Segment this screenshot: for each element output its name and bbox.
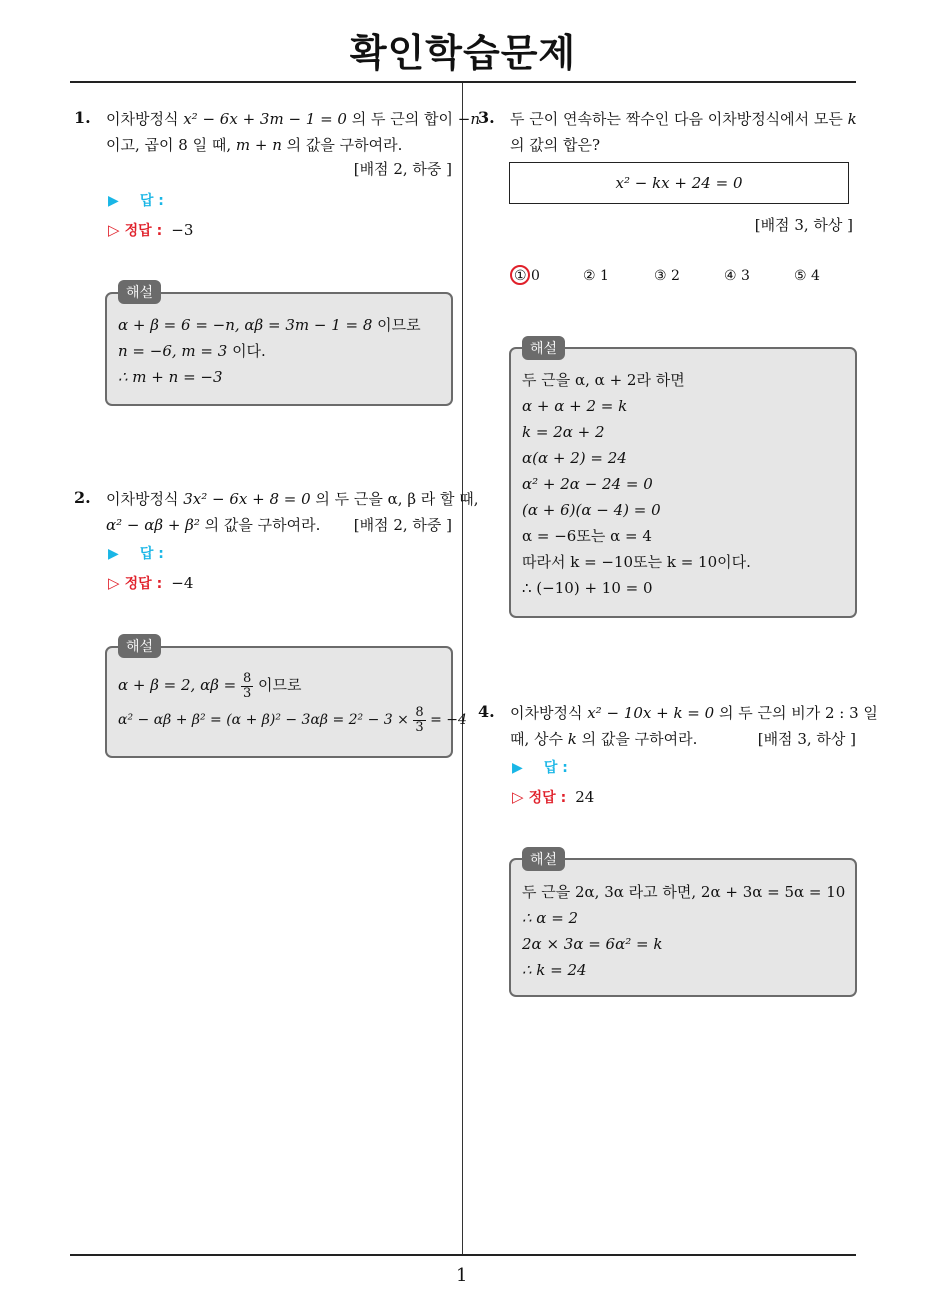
question-text-line: [106, 132, 402, 158]
equation: x² − 6x + 3m − 1 = 0: [183, 110, 347, 128]
math-term: α² − αβ + β²: [106, 516, 200, 534]
question-text-line: [510, 700, 878, 726]
correct-label: 정답 :: [124, 223, 163, 239]
answer-label: 답 :: [543, 760, 568, 776]
solution-line: [118, 702, 467, 738]
solution-line: 두 근을 2α, 3α 라고 하면, 2α + 3α = 5α = 10: [522, 883, 846, 901]
score-meta: [배점 2, 하중 ]: [353, 516, 452, 534]
choice-5[interactable]: ⑤ 4: [794, 268, 820, 284]
solution-tag: 해설: [522, 847, 565, 871]
solution-math: α + β = 2, αβ =: [118, 676, 241, 694]
column-divider: [462, 83, 463, 1255]
text: 의 값을 구하여라.: [199, 516, 321, 534]
text: 이차방정식: [510, 704, 588, 722]
choice-3[interactable]: ③ 2: [654, 268, 680, 284]
choice-2[interactable]: ② 1: [583, 268, 609, 284]
correct-label: 정답 :: [528, 790, 567, 806]
numerator: 8: [415, 704, 424, 720]
question-text-line: 의 값의 합은?: [510, 136, 601, 154]
solution-math: n = −6, m = 3: [118, 342, 228, 360]
choice-4[interactable]: ④ 3: [724, 268, 750, 284]
solution-math: = −4: [425, 712, 467, 728]
page-number: 1: [456, 1265, 468, 1286]
score-meta: [배점 3, 하상 ]: [757, 730, 856, 748]
correct-label: 정답 :: [124, 576, 163, 592]
correct-answer: −4: [171, 574, 194, 592]
solution-line: 2α × 3α = 6α² = k: [522, 935, 663, 953]
play-triangle-icon: ▶: [108, 193, 119, 209]
correct-row: [108, 217, 193, 243]
question-text-line: [106, 512, 320, 538]
text: 의 값을 구하여라.: [576, 730, 698, 748]
outline-triangle-icon: ▷: [512, 788, 524, 806]
question-number: 3.: [478, 108, 495, 127]
score-meta: [배점 2, 하중 ]: [353, 160, 452, 178]
solution-math: α + β = 6 = −n, αβ = 3m − 1 = 8: [118, 316, 373, 334]
question-number: 4.: [478, 702, 495, 721]
math-term: −n: [457, 110, 480, 128]
solution-line: ∴ k = 24: [522, 961, 587, 979]
solution-line: [118, 338, 266, 364]
denominator: 3: [415, 719, 424, 735]
question-number: 1.: [74, 108, 91, 127]
math-term: m + n: [235, 136, 282, 154]
solution-tag: 해설: [522, 336, 565, 360]
footer-rule: [70, 1254, 856, 1256]
text: 의 두 근의 합이: [346, 110, 458, 128]
text: 두 근이 연속하는 짝수인 다음 이차방정식에서 모든: [510, 110, 848, 128]
correct-answer: 24: [575, 788, 595, 806]
solution-line: ∴ (−10) + 10 = 0: [522, 579, 653, 597]
text: 이차방정식: [106, 490, 184, 508]
correct-row: [512, 784, 594, 810]
solution-line: α² + 2α − 24 = 0: [522, 475, 653, 493]
text: 이고, 곱이 8 일 때,: [106, 136, 236, 154]
play-triangle-icon: ▶: [108, 546, 119, 562]
text: 의 두 근의 비가 2 : 3 일: [714, 704, 878, 722]
text: 이차방정식: [106, 110, 184, 128]
denominator: 3: [243, 685, 252, 701]
solution-line: k = 2α + 2: [522, 423, 605, 441]
math-term: k: [567, 730, 577, 748]
solution-math: α² − αβ + β² = (α + β)² − 3αβ = 2² − 3 ×: [118, 712, 414, 728]
text: 의 두 근을 α, β 라 할 때,: [310, 490, 479, 508]
solution-line: ∴ α = 2: [522, 909, 579, 927]
score-meta: [배점 3, 하상 ]: [754, 216, 853, 234]
equation: 3x² − 6x + 8 = 0: [183, 490, 311, 508]
solution-line: α(α + 2) = 24: [522, 449, 627, 467]
text: 의 값을 구하여라.: [281, 136, 403, 154]
correct-answer: −3: [171, 221, 194, 239]
solution-tag: 해설: [118, 280, 161, 304]
fraction: [413, 706, 425, 735]
solution-text: 이다.: [227, 342, 266, 360]
answer-row: [108, 543, 164, 563]
correct-row: [108, 570, 193, 596]
solution-line: 따라서 k = −10또는 k = 10이다.: [522, 553, 751, 571]
answer-row: [108, 190, 164, 210]
answer-row: [512, 757, 568, 777]
solution-line: ∴ m + n = −3: [118, 368, 223, 386]
equation-box: x² − kx + 24 = 0: [509, 162, 849, 204]
header-rule: [70, 81, 856, 83]
question-text-line: [106, 486, 479, 512]
solution-line: 두 근을 α, α + 2라 하면: [522, 371, 685, 389]
question-text-line: [510, 106, 857, 132]
solution-tag: 해설: [118, 634, 161, 658]
answer-label: 답 :: [139, 193, 164, 209]
fraction: [241, 672, 253, 701]
solution-line: α + α + 2 = k: [522, 397, 628, 415]
outline-triangle-icon: ▷: [108, 221, 120, 239]
solution-line: (α + 6)(α − 4) = 0: [522, 501, 661, 519]
choice-1[interactable]: ① 0: [514, 268, 540, 284]
play-triangle-icon: ▶: [512, 760, 523, 776]
math-term: k: [847, 110, 857, 128]
solution-text: 이므로: [253, 676, 302, 694]
answer-label: 답 :: [139, 546, 164, 562]
solution-line: α = −6또는 α = 4: [522, 527, 652, 545]
solution-line: [118, 312, 421, 338]
question-number: 2.: [74, 488, 91, 507]
equation: x² − 10x + k = 0: [587, 704, 715, 722]
text: 때, 상수: [510, 730, 568, 748]
numerator: 8: [243, 670, 252, 686]
solution-line: [118, 667, 302, 703]
question-text-line: [510, 726, 697, 752]
page-title: 확인학습문제: [349, 31, 577, 75]
solution-text: 이므로: [372, 316, 421, 334]
question-text-line: [106, 106, 480, 132]
outline-triangle-icon: ▷: [108, 574, 120, 592]
